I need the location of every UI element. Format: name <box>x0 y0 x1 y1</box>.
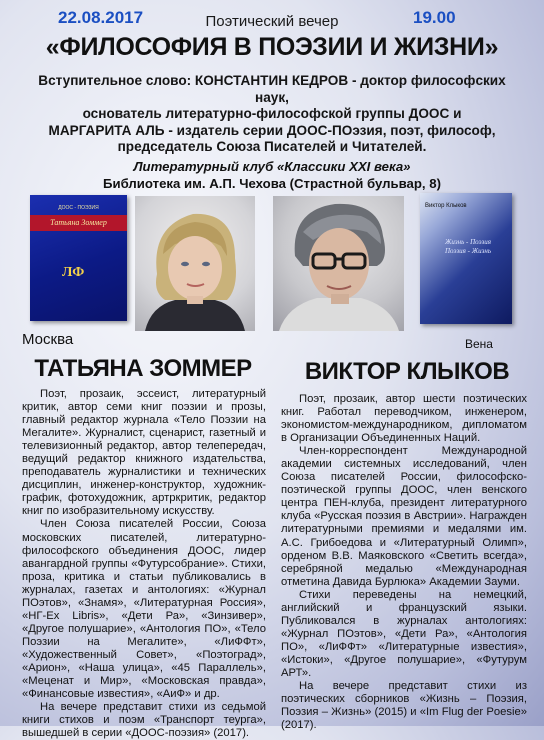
bio-paragraph: На вечере представит стихи из седьмой книги стихов и поэм «Транспорт теурга», вышедшей в серии «ДООС-поэзия» (2017). <box>22 701 266 740</box>
event-time: 19.00 <box>413 8 456 27</box>
book-title-line: Поэзия - Жизнь <box>444 247 492 255</box>
city-right: Вена <box>465 337 493 351</box>
intro-text <box>20 73 524 156</box>
intro-line: Вступительное слово: КОНСТАНТИН КЕДРОВ - доктор философских наук, <box>38 73 506 105</box>
club-name: Литературный клуб «Классики XXI века» <box>133 159 411 174</box>
intro-line: председатель Союза Писателей и Читателей. <box>117 139 427 154</box>
portrait-klykov <box>273 196 404 331</box>
bio-paragraph: На вечере представит стихи из поэтических сборников «Жизнь – Поэзия, Поэзия – Жизнь» (2015) и «Im Flug der Poesie» (2017). <box>281 680 527 732</box>
portrait-zommer <box>135 196 255 331</box>
bio-paragraph: Член-корреспондент Международной академии системных исследований, член Союза писателей России, философско-поэтической группы ДООС, член венского центра ПЕН-клуба, президент литературного клуба «Русская поэзия в Австрии». Награжден литературными премиями и медалями им. А.С. Грибоедова и «Литературный Олимп», орденом В.В. Маяковского «Светить всегда», серебряной медалью «Международная отметина Давида Бурлюка» Академии Зауми. <box>281 445 527 588</box>
event-title: «ФИЛОСОФИЯ В ПОЭЗИИ И ЖИЗНИ» <box>45 33 499 61</box>
poet-name-right: ВИКТОР КЛЫКОВ <box>304 358 510 385</box>
book-publisher: ДООС - ПОЭЗИЯ <box>58 205 99 211</box>
book-author: Виктор Клыков <box>425 203 467 209</box>
bio-paragraph: Поэт, прозаик, автор шести поэтических книг. Работал переводчиком, инженером, экономистом-международником, дипломатом в Организации Объединенных Наций. <box>281 393 527 445</box>
bio-paragraph: Стихи переведены на немецкий, английский и французский языки. Публиковался в журналах антологиях: «Журнал ПОэтов», «Дети Ра», «Антология ПО», «ЛиФФт» «Литературные известия», «Истоки», «Другое полушарие», «Футурум АРТ». <box>281 588 527 679</box>
venue-info <box>0 158 544 192</box>
intro-line: МАРГАРИТА АЛЬ - издатель серии ДООС-ПОэзия, поэт, философ, <box>48 122 496 138</box>
intro-line: основатель литературно-философской группы ДООС и <box>82 106 462 121</box>
event-date: 22.08.2017 <box>58 8 144 27</box>
event-label: Поэтический вечер <box>205 13 339 30</box>
library-address: Библиотека им. А.П. Чехова (Страстной бульвар, 8) <box>103 176 441 191</box>
woman-portrait-icon <box>135 196 255 331</box>
poet-name-left: ТАТЬЯНА ЗОММЕР <box>34 355 252 382</box>
book-cover-zommer <box>30 195 127 321</box>
book-title <box>426 238 510 256</box>
book-cover-klykov <box>420 193 512 324</box>
bio-right <box>281 393 527 732</box>
bio-paragraph: Член Союза писателей России, Союза московских писателей, литературно-философского объединения ДООС, лидер авангардной группы «Футурсобрание». Стихи, проза, критика и статьи публиковались в журналах, газетах и антологиях: «Журнал ПОэтов», «Знамя», «Литературная Россия», «НГ-Ex Libris», «Дети Ра», «Зинзивер», «Другое полушарие», «Антология ПО», «Тело Поэзии на Мегалите», «ЛиФФт», «Художественный Совет», «Поэтоград», «Арион», «Наша улица», «45 Параллель», «Меценат и Мир», «Московская правда», «Финансовые известия», «АиФ» и др. <box>22 518 266 701</box>
book-title-line: Жизнь - Поэзия <box>444 238 492 246</box>
bio-left <box>22 388 266 740</box>
bio-paragraph: Поэт, прозаик, эссеист, литературный критик, автор семи книг поэзии и прозы, главный редактор журнала «Тело Поэзии на Мегалите». Журналист, сценарист, газетный и телевизионный редактор, автор телепередач, ведущий редактор книжного издательства, преподаватель журналистики и технических дисциплин, инженер-конструктор, художник-график, фотохудожник, артркритик, редактор книг по изобразительному искусству. <box>22 388 266 518</box>
city-left: Москва <box>22 331 74 348</box>
book-author: Татьяна Зоммер <box>50 218 107 227</box>
book-logo: ЛФ <box>62 265 85 280</box>
man-portrait-icon <box>273 196 404 331</box>
